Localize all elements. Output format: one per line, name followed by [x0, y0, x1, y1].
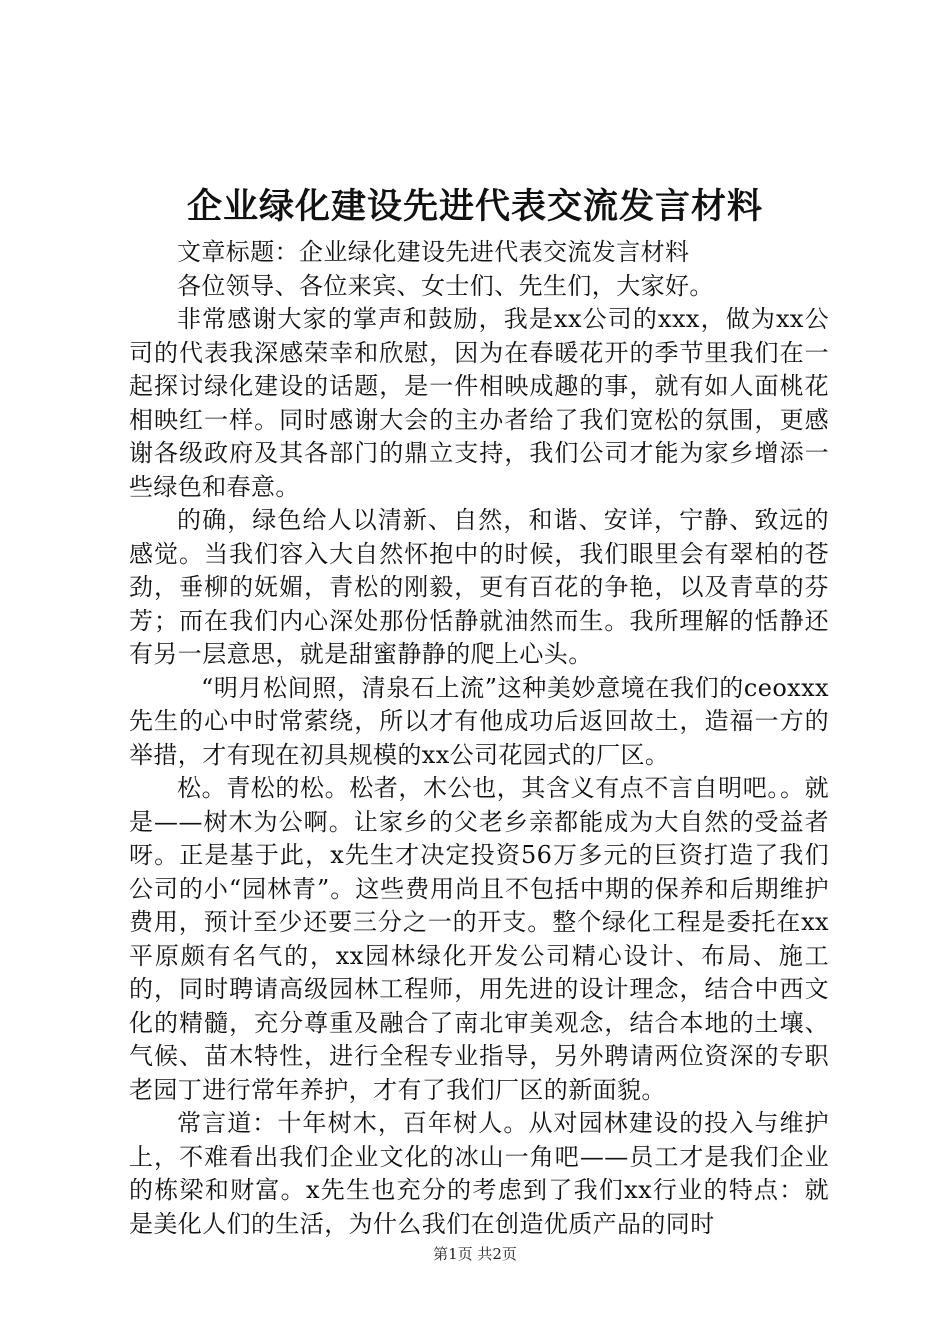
paragraph-green-feeling: 的确，绿色给人以清新、自然，和谐、安详，宁静、致远的感觉。当我们容入大自然怀抱中的时候，我们眼里会有翠柏的苍劲，垂柳的妩媚，青松的刚毅，更有百花的争艳，以及青草的芬芳；而在我们内心深处那份恬静就油然而生。我所理解的恬静还有另一层意思，就是甜蜜静静的爬上心头。: [129, 506, 829, 668]
paragraph-greeting: 各位领导、各位来宾、女士们、先生们，大家好。: [177, 271, 714, 300]
paragraph-article-title: 文章标题：企业绿化建设先进代表交流发言材料: [177, 238, 690, 266]
paragraph-proverb: 常言道：十年树木，百年树人。从对园林建设的投入与维护上，不难看出我们企业文化的冰山一角吧——员工才是我们企业的栋梁和财富。x先生也充分的考虑到了我们xx行业的特点：就是美化人们的生活，为什么我们在创造优质产品的同时: [129, 1109, 829, 1238]
paragraph-poem-quote: “明月松间照，清泉石上流”这种美妙意境在我们的ceoxxx先生的心中时常萦绕，所以才有他成功后返回故土，造福一方的举措，才有现在初具规模的xx公司花园式的厂区。: [129, 673, 829, 769]
page-number-footer: 第1页 共2页: [433, 1245, 517, 1263]
document-body: [129, 236, 829, 1241]
document-title: 企业绿化建设先进代表交流发言材料: [186, 186, 763, 227]
paragraph-thanks: 非常感谢大家的掌声和鼓励，我是xx公司的xxx，做为xx公司的代表我深感荣幸和欣慰，因为在春暖花开的季节里我们在一起探讨绿化建设的话题，是一件相映成趣的事，就有如人面桃花相映红一样。同时感谢大会的主办者给了我们宽松的氛围，更感谢各级政府及其各部门的鼎立支持，我们公司才能为家乡增添一些绿色和春意。: [129, 305, 829, 501]
paragraph-pine: 松。青松的松。松者，木公也，其含义有点不言自明吧。。就是——树木为公啊。让家乡的父老乡亲都能成为大自然的受益者呀。正是基于此，x先生才决定投资56万多元的巨资打造了我们公司的小“园林青”。这些费用尚且不包括中期的保养和后期维护费用，预计至少还要三分之一的开支。整个绿化工程是委托在xx平原颇有名气的，xx园林绿化开发公司精心设计、布局、施工的，同时聘请高级园林工程师，用先进的设计理念，结合中西文化的精髓，充分尊重及融合了南北审美观念，结合本地的土壤、气候、苗木特性，进行全程专业指导，另外聘请两位资深的专职老园丁进行常年养护，才有了我们厂区的新面貌。: [129, 774, 829, 1104]
